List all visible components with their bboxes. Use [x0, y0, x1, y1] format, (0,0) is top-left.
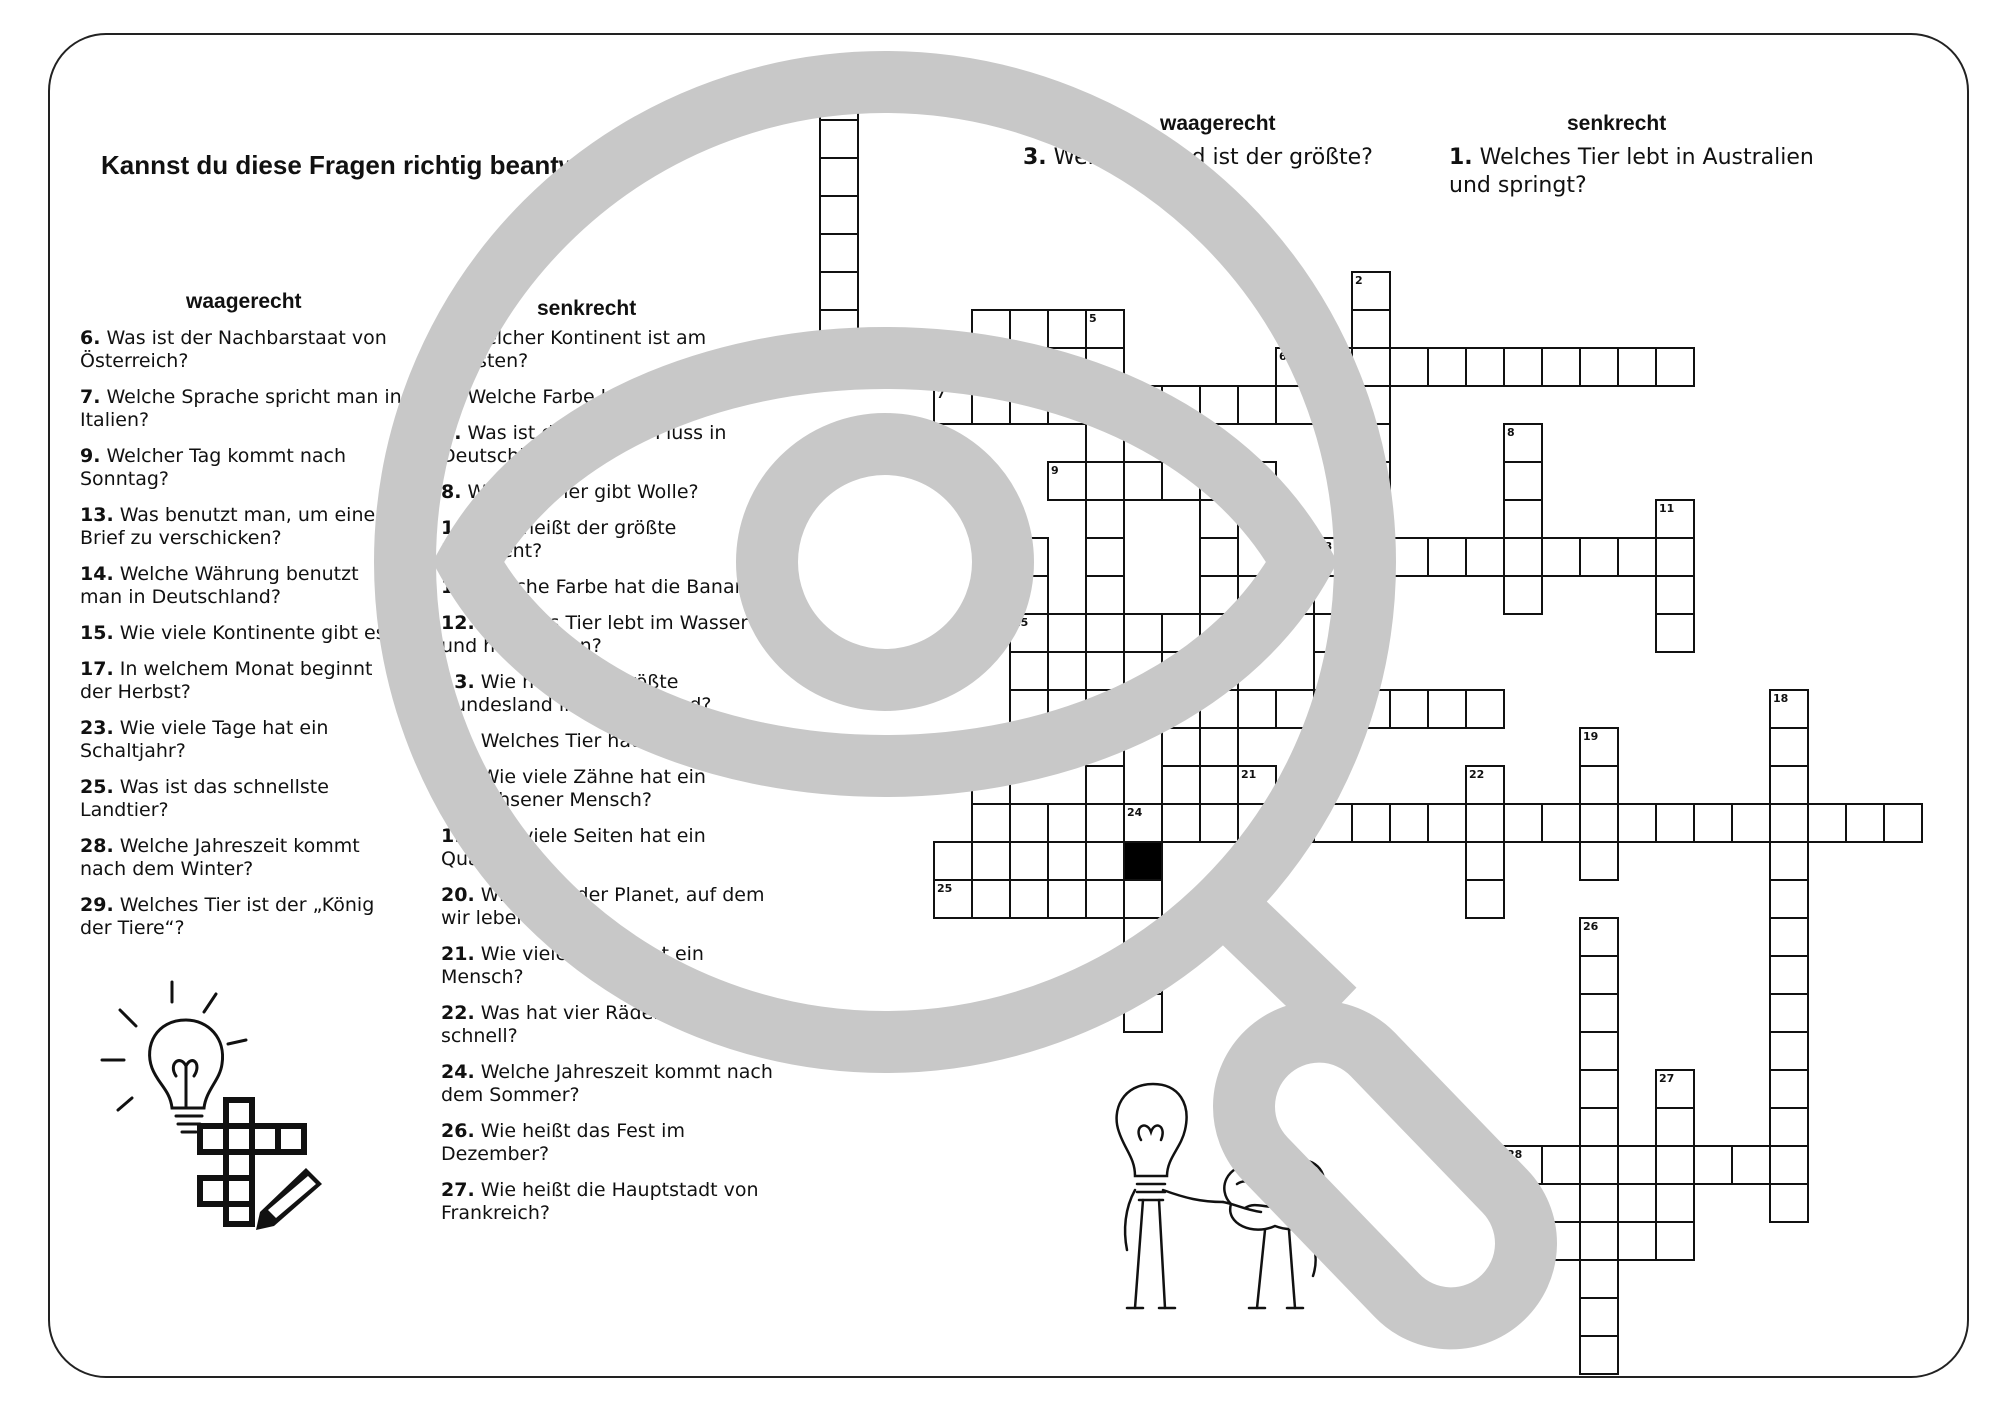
crossword-cell[interactable]: [1314, 804, 1352, 842]
clue-number: 24.: [441, 1061, 475, 1083]
clue-number: 18.: [441, 766, 475, 788]
clue-number: 17.: [80, 658, 114, 680]
crossword-cell[interactable]: [1200, 538, 1238, 576]
clue-text: Welches Tier lebt im Wasser und hat Flossen?: [441, 612, 749, 657]
clue-number: 26.: [441, 1120, 475, 1142]
crossword-cell[interactable]: [820, 158, 858, 196]
crossword-cell[interactable]: [1656, 614, 1694, 652]
crossword-cell[interactable]: [1124, 994, 1162, 1032]
crossword-cell[interactable]: [1124, 880, 1162, 918]
crossword-cell[interactable]: [1542, 348, 1580, 386]
crossword-cell[interactable]: [1276, 386, 1314, 424]
crossword-cell[interactable]: [1808, 804, 1846, 842]
crossword-cell[interactable]: [1200, 652, 1238, 690]
top-waagerecht-heading: waagerecht: [1160, 112, 1276, 135]
cell-number: 19: [1583, 730, 1599, 743]
crossword-cell[interactable]: [1770, 880, 1808, 918]
cell-number: 25: [937, 882, 953, 895]
clue-number: 25.: [80, 776, 114, 798]
clue-number: 22.: [441, 1002, 475, 1024]
crossword-cell[interactable]: [1086, 804, 1124, 842]
crossword-cell[interactable]: [1656, 538, 1694, 576]
cell-number: 15: [1013, 616, 1029, 629]
crossword-cell[interactable]: [1770, 1184, 1808, 1222]
crossword-cell[interactable]: [1124, 690, 1162, 728]
crossword-cell[interactable]: [820, 272, 858, 310]
clue-text: Welcher Kontinent ist am ältesten?: [441, 327, 707, 372]
clue-number: 7.: [80, 386, 101, 408]
crossword-cell[interactable]: [1580, 348, 1618, 386]
cell-number: 7: [937, 388, 945, 401]
cell-number: 13: [1317, 540, 1333, 553]
crossword-cell[interactable]: [1846, 804, 1884, 842]
crossword-cell[interactable]: [1010, 576, 1048, 614]
crossword-cell[interactable]: [1580, 1070, 1618, 1108]
clue-text: Wie heißt der Planet, auf dem wir leben?: [441, 884, 765, 929]
crossword-cell[interactable]: [1580, 842, 1618, 880]
crossword-cell[interactable]: [1162, 728, 1200, 766]
crossword-cell[interactable]: [1276, 690, 1314, 728]
crossword-cell[interactable]: [1428, 538, 1466, 576]
crossword-cell[interactable]: [1010, 804, 1048, 842]
crossword-cell[interactable]: [972, 766, 1010, 804]
cell-number: 5: [1089, 312, 1097, 325]
crossword-cell[interactable]: [1884, 804, 1922, 842]
clue-text: Wie viele Kontinente gibt es?: [113, 622, 396, 644]
crossword-cell[interactable]: [1352, 386, 1390, 424]
crossword-cell[interactable]: [1124, 956, 1162, 994]
clue-text: Welches Tier lebt in Australien und springt?: [1449, 145, 1814, 198]
crossword-cell[interactable]: [1200, 728, 1238, 766]
crossword-cell[interactable]: [1504, 500, 1542, 538]
crossword-cell[interactable]: [1086, 614, 1124, 652]
crossword-cell[interactable]: [1352, 424, 1390, 462]
crossword-cell[interactable]: [972, 804, 1010, 842]
lightbulb-brain-illustration: [1105, 1080, 1355, 1320]
crossword-cell[interactable]: [1770, 918, 1808, 956]
crossword-cell[interactable]: [820, 120, 858, 158]
cell-number: 11: [1659, 502, 1675, 515]
crossword-cell[interactable]: [1770, 956, 1808, 994]
crossword-cell[interactable]: [1580, 994, 1618, 1032]
crossword-cell[interactable]: [820, 234, 858, 272]
crossword-cell[interactable]: [1770, 842, 1808, 880]
crossword-cell[interactable]: [1048, 880, 1086, 918]
crossword-cell[interactable]: [1390, 690, 1428, 728]
clue-number: 8.: [441, 481, 462, 503]
crossword-cell[interactable]: [1580, 1298, 1618, 1336]
clue-number: 3.: [1023, 145, 1047, 170]
senkrecht-heading: senkrecht: [537, 297, 637, 320]
crossword-cell[interactable]: [1504, 462, 1542, 500]
crossword-cell[interactable]: [1352, 310, 1390, 348]
cell-number: 8: [1507, 426, 1515, 439]
crossword-cell[interactable]: [972, 880, 1010, 918]
crossword-cell[interactable]: [1314, 652, 1352, 690]
crossword-cell[interactable]: [1580, 1336, 1618, 1374]
crossword-cell[interactable]: [1086, 842, 1124, 880]
clue-number: 21.: [441, 943, 475, 965]
crossword-cell[interactable]: [1314, 690, 1352, 728]
crossword-cell[interactable]: [1656, 1222, 1694, 1260]
crossword-cell[interactable]: [1466, 538, 1504, 576]
crossword-cell[interactable]: [972, 842, 1010, 880]
crossword-cell[interactable]: [1618, 804, 1656, 842]
crossword-cell[interactable]: [934, 842, 972, 880]
crossword-cell[interactable]: [1238, 804, 1276, 842]
crossword-cell[interactable]: [1124, 918, 1162, 956]
crossword-cell[interactable]: [1048, 310, 1086, 348]
crossword-cell[interactable]: [1580, 538, 1618, 576]
cell-number: 24: [1127, 806, 1143, 819]
clue-text: Wie viele Seiten hat ein Quadrat?: [441, 825, 706, 870]
waagerecht-heading: waagerecht: [186, 290, 302, 313]
clue-text: In welchem Monat beginnt der Herbst?: [80, 658, 373, 703]
crossword-cell[interactable]: [1314, 348, 1352, 386]
crossword-cell[interactable]: [1542, 538, 1580, 576]
clue-text: Welche Jahreszeit kommt nach dem Sommer?: [441, 1061, 773, 1106]
crossword-cell[interactable]: [1010, 690, 1048, 728]
crossword-cell[interactable]: [1694, 804, 1732, 842]
crossword-cell[interactable]: [1200, 576, 1238, 614]
crossword-cell[interactable]: [1580, 1108, 1618, 1146]
crossword-cell[interactable]: [1618, 538, 1656, 576]
crossword-cell[interactable]: [1086, 424, 1124, 462]
crossword-cell[interactable]: [1390, 804, 1428, 842]
crossword-cell[interactable]: [1162, 804, 1200, 842]
crossword-cell[interactable]: [1580, 1032, 1618, 1070]
clue-text: Welches Land ist der größte?: [1053, 145, 1373, 170]
crossword-cell[interactable]: [1162, 386, 1200, 424]
clue-text: Was ist das schnellste Landtier?: [80, 776, 329, 821]
clue-number: 28.: [80, 835, 114, 857]
crossword-cell[interactable]: [1352, 500, 1390, 538]
crossword-cell[interactable]: [1580, 1260, 1618, 1298]
clue-text: Was hat vier Räder und fährt schnell?: [441, 1002, 755, 1047]
clue-text: Wie viele Zähne hat ein erwachsener Mensch?: [441, 766, 706, 811]
crossword-cell[interactable]: [1656, 1146, 1694, 1184]
clue-text: Welche Jahreszeit kommt nach dem Winter?: [80, 835, 360, 880]
crossword-cell[interactable]: [1504, 576, 1542, 614]
crossword-cell[interactable]: [1238, 690, 1276, 728]
crossword-cell[interactable]: [1352, 690, 1390, 728]
crossword-cell[interactable]: [1238, 462, 1276, 500]
clue-number: 4.: [441, 386, 462, 408]
crossword-cell[interactable]: [1162, 690, 1200, 728]
crossword-cell[interactable]: [1200, 386, 1238, 424]
crossword-cell[interactable]: [1580, 956, 1618, 994]
cell-number: 6: [1279, 350, 1287, 363]
crossword-cell[interactable]: [1010, 880, 1048, 918]
crossword-cell[interactable]: [1086, 500, 1124, 538]
crossword-cell[interactable]: [1352, 804, 1390, 842]
crossword-cell[interactable]: [1770, 766, 1808, 804]
crossword-cell[interactable]: [1162, 766, 1200, 804]
crossword-cell[interactable]: [1124, 386, 1162, 424]
crossword-cell[interactable]: [1200, 614, 1238, 652]
crossword-cell[interactable]: [972, 386, 1010, 424]
clue-text: Wie viele Finger hat ein Mensch?: [441, 943, 704, 988]
clue-number: 20.: [441, 884, 475, 906]
cell-number: 10: [1203, 464, 1219, 477]
clue-text: Welche Farbe hat die Banane?: [474, 576, 769, 598]
crossword-cell[interactable]: [1010, 728, 1048, 766]
crossword-cell[interactable]: [1162, 652, 1200, 690]
crossword-cell[interactable]: [1200, 804, 1238, 842]
crossword-cell[interactable]: [1580, 1222, 1618, 1260]
crossword-cell[interactable]: [1086, 538, 1124, 576]
clue-text: Was ist der Nachbarstaat von Österreich?: [80, 327, 387, 372]
crossword-cell[interactable]: [1466, 348, 1504, 386]
crossword-cell[interactable]: [1770, 804, 1808, 842]
crossword-cell[interactable]: [1580, 766, 1618, 804]
crossword-cell[interactable]: [1390, 348, 1428, 386]
crossword-cell[interactable]: [1200, 500, 1238, 538]
cell-number: 29: [1507, 1224, 1523, 1237]
cell-number: 21: [1241, 768, 1257, 781]
crossword-cell[interactable]: [1770, 1032, 1808, 1070]
crossword-cell[interactable]: [1580, 1146, 1618, 1184]
crossword-cell[interactable]: [1428, 804, 1466, 842]
cell-number: 1: [823, 84, 831, 97]
clue-text: Welche Sprache spricht man in Italien?: [80, 386, 402, 431]
crossword-cell[interactable]: [1086, 690, 1124, 728]
crossword-cell[interactable]: [1086, 576, 1124, 614]
clue-number: 19.: [441, 825, 475, 847]
crossword-blocked-cell: [1124, 842, 1162, 880]
cell-number: 18: [1773, 692, 1789, 705]
crossword-cell[interactable]: [1314, 386, 1352, 424]
crossword-cell[interactable]: [1618, 1146, 1656, 1184]
crossword-cell[interactable]: [1276, 576, 1314, 614]
clue-text: Wie heißt die Hauptstadt von Frankreich?: [441, 1179, 759, 1224]
crossword-cell[interactable]: [1504, 348, 1542, 386]
cell-number: 2: [1355, 274, 1363, 287]
crossword-cell[interactable]: [1086, 348, 1124, 386]
cell-number: 12: [1013, 540, 1029, 553]
crossword-cell[interactable]: [1770, 1070, 1808, 1108]
crossword-cell[interactable]: [1086, 652, 1124, 690]
clue-number: 14.: [80, 563, 114, 585]
crossword-cell[interactable]: [1238, 842, 1276, 880]
crossword-cell[interactable]: [1656, 576, 1694, 614]
clue-text: Welcher Tag kommt nach Sonntag?: [80, 445, 346, 490]
clue-text: Welche Farbe hat Gras?: [461, 386, 693, 408]
crossword-cell[interactable]: [820, 196, 858, 234]
crossword-cell[interactable]: [1542, 804, 1580, 842]
cell-number: 28: [1507, 1148, 1523, 1161]
crossword-cell[interactable]: [1124, 462, 1162, 500]
crossword-cell[interactable]: [1656, 1108, 1694, 1146]
clue-text: Wie heißt das Fest im Dezember?: [441, 1120, 685, 1165]
crossword-cell[interactable]: [1580, 1184, 1618, 1222]
crossword-cell[interactable]: [1162, 614, 1200, 652]
cell-number: 27: [1659, 1072, 1675, 1085]
cell-number: 9: [1051, 464, 1059, 477]
clue-text: Wie heißt das größte Bundesland in Deutschland?: [441, 671, 712, 716]
crossword-cell[interactable]: [1428, 690, 1466, 728]
top-senkrecht-heading: senkrecht: [1567, 112, 1667, 135]
crossword-cell[interactable]: [1238, 386, 1276, 424]
clue-number: 29.: [80, 894, 114, 916]
crossword-cell[interactable]: [1314, 576, 1352, 614]
crossword-cell[interactable]: [1390, 538, 1428, 576]
crossword-cell[interactable]: [1086, 462, 1124, 500]
clue-text: Welches Tier ist der „König der Tiere“?: [80, 894, 375, 939]
clue-text: Wie heißt der größte Kontinent?: [441, 517, 677, 562]
crossword-cell[interactable]: [1162, 462, 1200, 500]
clue-number: 16.: [441, 730, 475, 752]
crossword-cell[interactable]: [1466, 880, 1504, 918]
crossword-cell[interactable]: [1048, 690, 1086, 728]
crossword-cell[interactable]: [1466, 842, 1504, 880]
clue-text: Was benutzt man, um einen Brief zu verschicken?: [80, 504, 388, 549]
clue-text: Welches Tier hat einen Rüssel?: [474, 730, 775, 752]
crossword-cell[interactable]: [1010, 842, 1048, 880]
crossword-cell[interactable]: [1542, 1146, 1580, 1184]
clue-number: 6.: [80, 327, 101, 349]
crossword-cell[interactable]: [1466, 804, 1504, 842]
clue-text: Wie viele Tage hat ein Schaltjahr?: [80, 717, 329, 762]
clue-text: Was ist der längste Fluss in Deutschland?: [441, 422, 727, 467]
crossword-cell[interactable]: [1656, 1184, 1694, 1222]
clue-number: 10.: [441, 517, 475, 539]
clue-number: 27.: [441, 1179, 475, 1201]
crossword-cell[interactable]: [1124, 614, 1162, 652]
clue-number: 11.: [441, 576, 475, 598]
crossword-cell[interactable]: [1352, 348, 1390, 386]
crossword-cell[interactable]: [1770, 728, 1808, 766]
crossword-cell[interactable]: [1086, 728, 1124, 766]
clue-number: 23.: [80, 717, 114, 739]
crossword-cell[interactable]: [1238, 576, 1276, 614]
crossword-cell[interactable]: [1770, 1108, 1808, 1146]
crossword-cell[interactable]: [1086, 386, 1124, 424]
crossword-cell[interactable]: [1618, 1222, 1656, 1260]
crossword-cell[interactable]: [1048, 386, 1086, 424]
crossword-cell[interactable]: [1086, 766, 1124, 804]
clue-number: 1.: [1449, 145, 1473, 170]
clue-number: 13.: [441, 671, 475, 693]
crossword-cell[interactable]: [1276, 804, 1314, 842]
clue-number: 13.: [80, 504, 114, 526]
clue-text: Welche Währung benutzt man in Deutschland?: [80, 563, 359, 608]
crossword-cell[interactable]: [820, 310, 858, 348]
crossword-cell[interactable]: [1466, 690, 1504, 728]
crossword-cell[interactable]: [1428, 348, 1466, 386]
crossword-cell[interactable]: [1618, 348, 1656, 386]
crossword-cell[interactable]: [1504, 538, 1542, 576]
crossword-cell[interactable]: [1694, 1146, 1732, 1184]
lightbulb-crossword-icon: [96, 980, 336, 1230]
crossword-cell[interactable]: [1352, 576, 1390, 614]
clue-number: 15.: [80, 622, 114, 644]
crossword-cell[interactable]: [1086, 880, 1124, 918]
crossword-cell[interactable]: [1656, 348, 1694, 386]
crossword-cell[interactable]: [1770, 994, 1808, 1032]
crossword-cell[interactable]: [1352, 462, 1390, 500]
crossword-cell[interactable]: [1048, 614, 1086, 652]
crossword-cell[interactable]: [1010, 310, 1048, 348]
crossword-cell[interactable]: [1314, 728, 1352, 766]
crossword-cell[interactable]: [1200, 690, 1238, 728]
crossword-cell[interactable]: [1504, 804, 1542, 842]
crossword-cell[interactable]: [1656, 804, 1694, 842]
page-title: Kannst du diese Fragen richtig beantworten?: [101, 150, 661, 180]
crossword-cell[interactable]: [1770, 1146, 1808, 1184]
crossword-cell[interactable]: [1542, 1222, 1580, 1260]
clue-text: Welches Tier gibt Wolle?: [461, 481, 699, 503]
crossword-cell[interactable]: [1580, 804, 1618, 842]
clue-number: 2.: [441, 327, 462, 349]
cell-number: 22: [1469, 768, 1485, 781]
crossword-cell[interactable]: [1048, 804, 1086, 842]
crossword-cell[interactable]: [1048, 842, 1086, 880]
crossword-cell[interactable]: [1732, 1146, 1770, 1184]
crossword-cell[interactable]: [1314, 614, 1352, 652]
crossword-cell[interactable]: [1010, 652, 1048, 690]
crossword-cell[interactable]: [1732, 804, 1770, 842]
cell-number: 26: [1583, 920, 1599, 933]
crossword-cell[interactable]: [1352, 538, 1390, 576]
crossword-cell[interactable]: [972, 310, 1010, 348]
clue-number: 5.: [441, 422, 462, 444]
clue-number: 12.: [441, 612, 475, 634]
crossword-cell[interactable]: [1010, 386, 1048, 424]
clue-number: 9.: [80, 445, 101, 467]
